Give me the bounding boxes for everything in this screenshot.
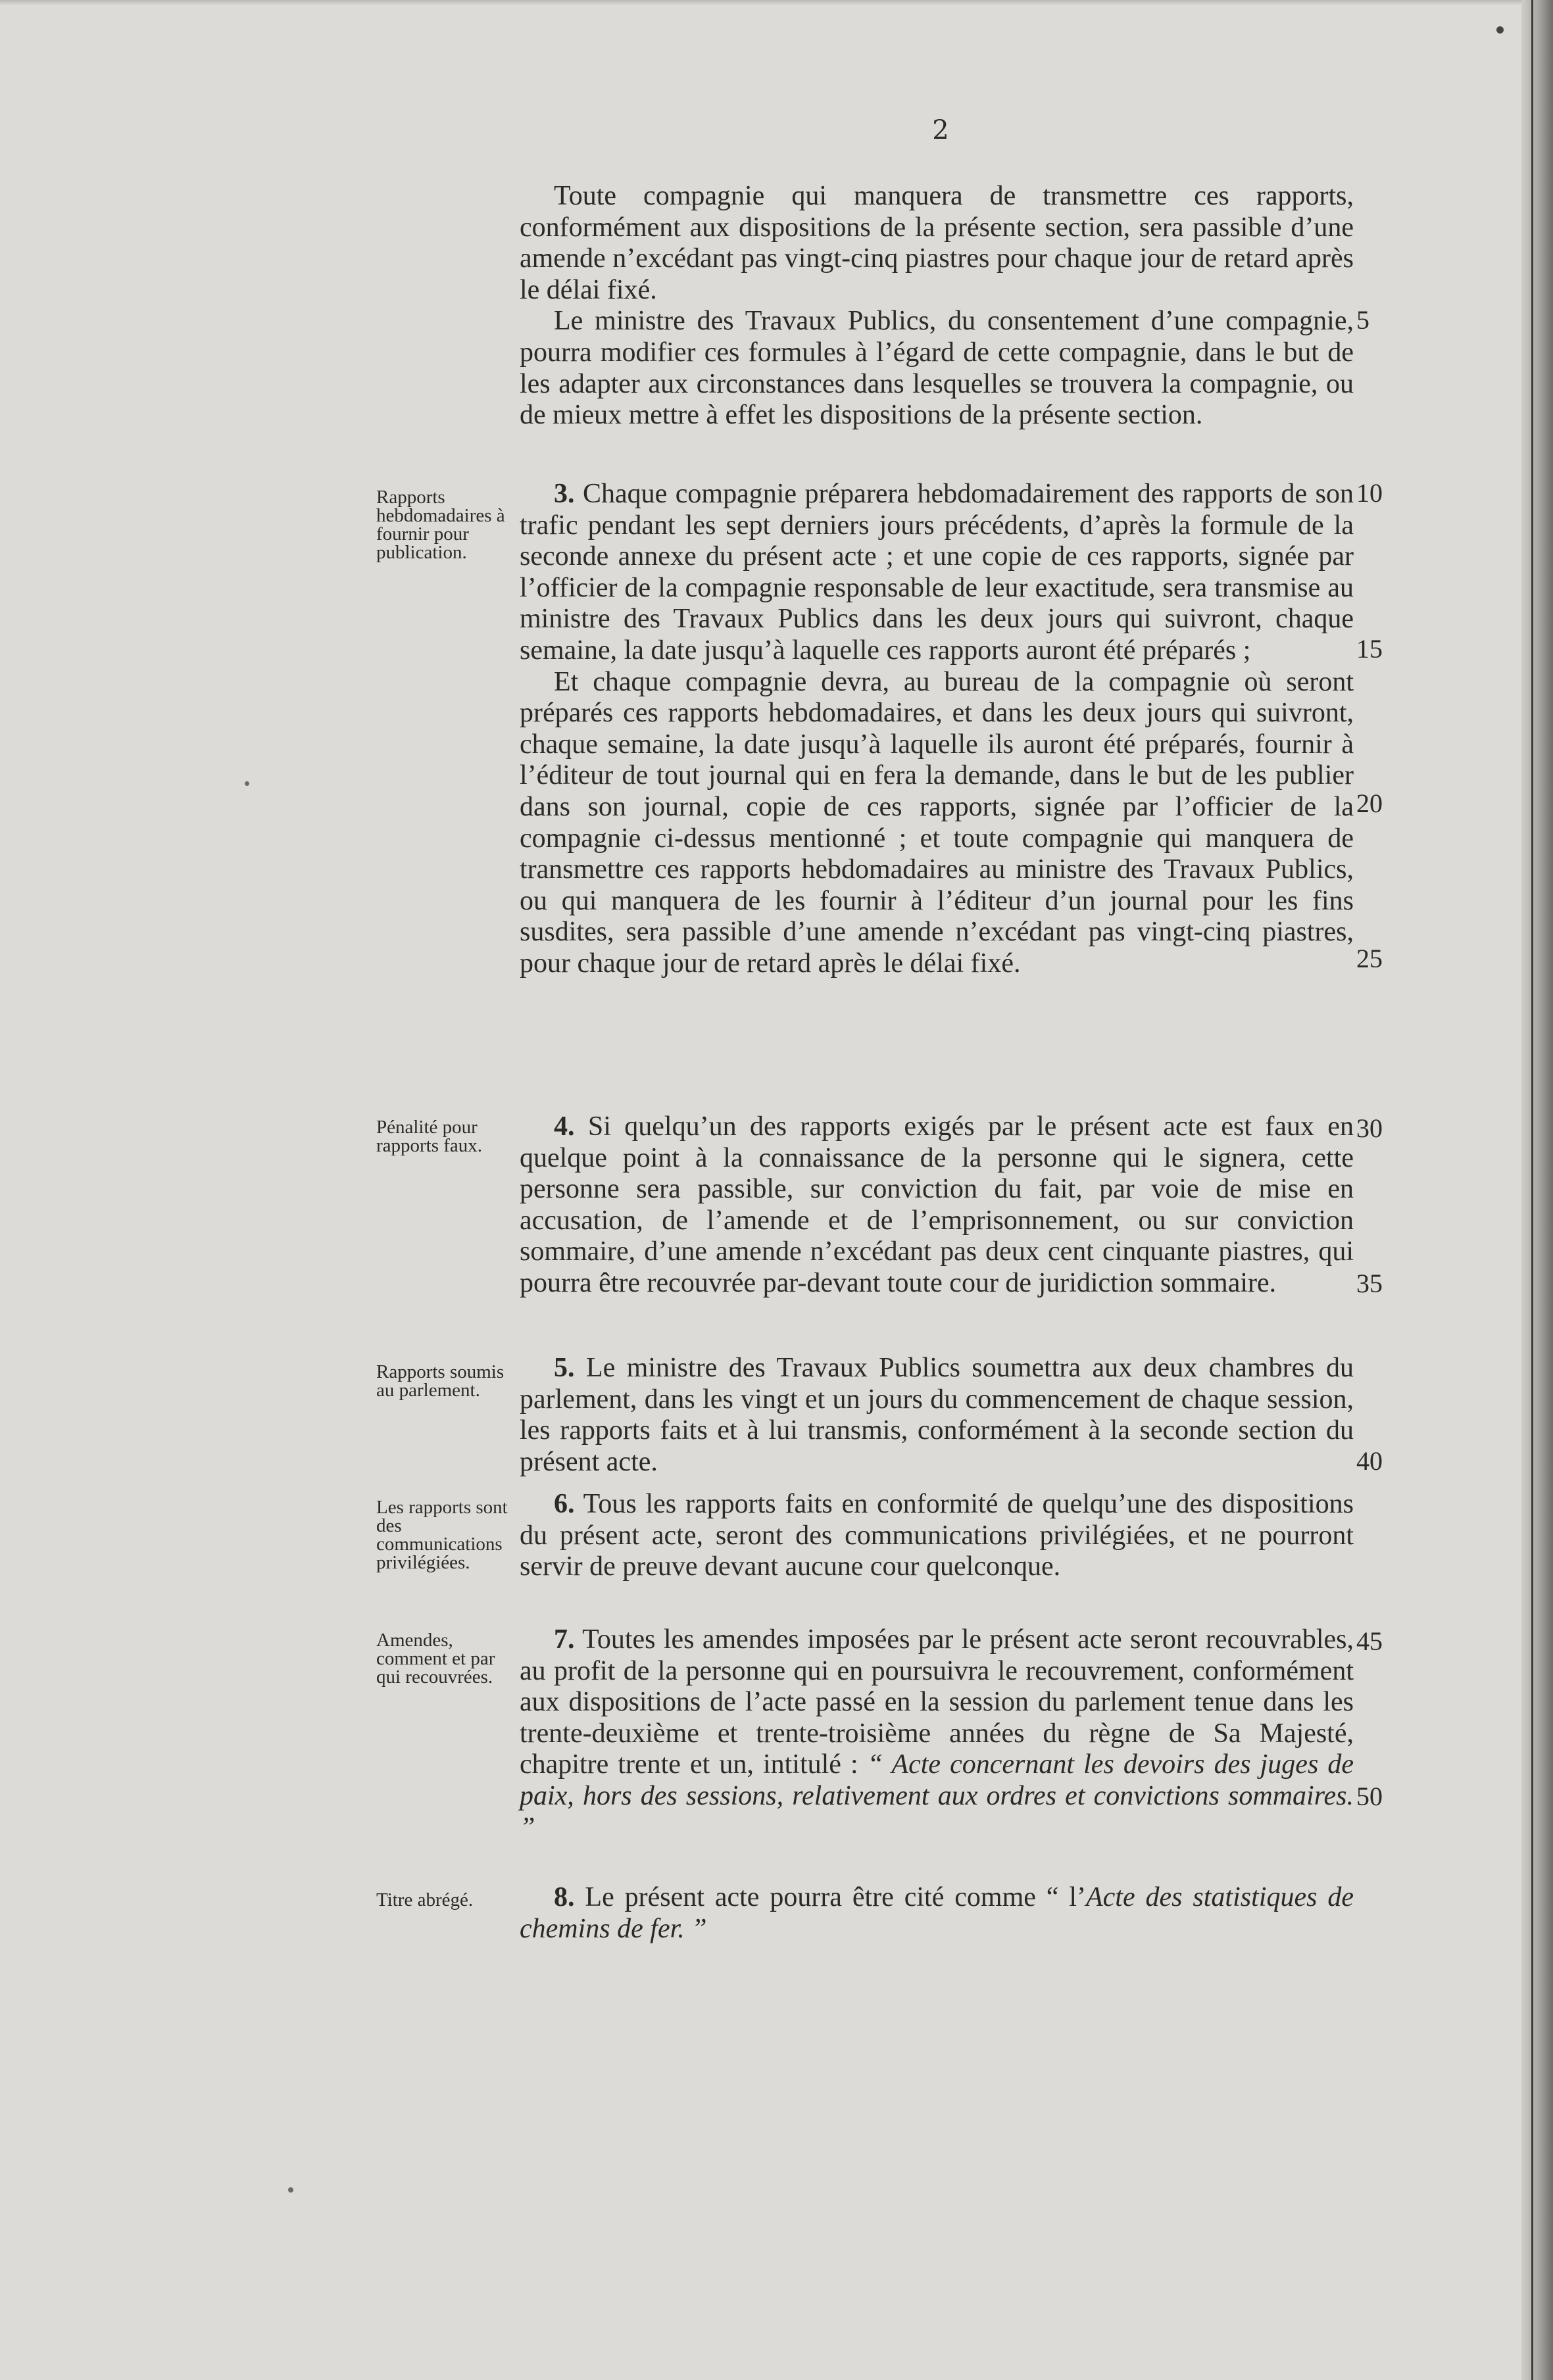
section-text: Le présent acte pourra être cité comme “ l’	[585, 1882, 1086, 1912]
section-number: 8.	[554, 1882, 575, 1912]
paragraph	[520, 1111, 1354, 1299]
margin-note-section-7: Amendes, comment et par qui recouvrées.	[376, 1630, 495, 1688]
line-number: 20	[1356, 789, 1383, 818]
section-number: 3.	[554, 479, 575, 509]
margin-note-section-5: Rapports soumis au parlement.	[376, 1361, 505, 1401]
paper-speck	[1496, 26, 1504, 34]
section-6	[520, 1489, 1354, 1583]
section-text: Tous les rapports faits en conformité de quelqu’une des dispositions du présent acte, seront des communications privilégiées, et ne pourront servir de preuve devant aucune cour quelconque.	[520, 1489, 1354, 1582]
section-8	[520, 1882, 1354, 1945]
paragraph	[520, 479, 1354, 667]
binding-line	[1531, 0, 1533, 2380]
paragraph: Le ministre des Travaux Publics, du consentement d’une compagnie, pourra modifier ces formules à l’égard de cette compagnie, dans le but de les adapter aux circonstances dans lesquelles se trouvera la compagnie, ou de mieux mettre à effet les dispositions de la présente section.	[520, 306, 1354, 431]
line-number: 15	[1356, 634, 1383, 664]
section-4	[520, 1111, 1354, 1299]
short-title-italic: Acte des statistiques de chemins de fer. ”	[520, 1882, 1354, 1944]
section-number: 5.	[554, 1353, 575, 1383]
section-number: 7.	[554, 1624, 575, 1655]
margin-note-section-4: Pénalité pour rapports faux.	[376, 1117, 483, 1156]
section-number: 6.	[554, 1489, 575, 1519]
paragraph	[520, 1624, 1354, 1843]
page-number: 2	[932, 115, 949, 145]
paper-speck	[288, 2187, 293, 2193]
section-text: Chaque compagnie préparera hebdomadairement des rapports de son trafic pendant les sept derniers jours précédents, d’après la formule de la seconde annexe du présent acte ; et une copie de ces rapports, signée par l’officier de la compagnie responsable de leur exactitude, sera transmise au ministre des Travaux Publics dans les deux jours qui suivront, chaque semaine, la date jusqu’à laquelle ces rapports auront été préparés ;	[520, 479, 1354, 666]
section-5	[520, 1353, 1354, 1478]
paragraph	[520, 1489, 1354, 1583]
margin-note-section-8: Titre abrégé.	[376, 1889, 474, 1910]
page-right-edge	[1521, 0, 1553, 2380]
section-3	[520, 479, 1354, 980]
line-number: 40	[1356, 1446, 1383, 1476]
paragraph: Toute compagnie qui manquera de transmettre ces rapports, conformément aux dispositions de la présente section, sera passible d’une amende n’excédant pas vingt-cinq piastres pour chaque jour de retard après le délai fixé.	[520, 181, 1354, 305]
line-number: 25	[1356, 944, 1383, 973]
paragraph: Et chaque compagnie devra, au bureau de la compagnie où seront préparés ces rapports hebdomadaires, et dans les deux jours qui suivront, chaque semaine, la date jusqu’à laquelle ils auront été préparés, fournir à l’éditeur de tout journal qui en fera la demande, dans le but de les publier dans son journal, copie de ces rapports, signée par l’officier de la compagnie ci-dessus mentionné ; et toute compagnie qui manquera de transmettre ces rapports hebdomadaires au ministre des Travaux Publics, ou qui manquera de les fournir à l’éditeur d’un journal pour les fins susdites, sera passible d’une amende n’excédant pas vingt-cinq piastres, pour chaque jour de retard après le délai fixé.	[520, 666, 1354, 979]
line-number: 50	[1356, 1782, 1383, 1811]
margin-note-section-3: Rapports hebdomadaires à fournir pour publication.	[376, 487, 505, 563]
section-number: 4.	[554, 1111, 575, 1142]
paragraph	[520, 1882, 1354, 1945]
paper-speck	[245, 781, 249, 786]
margin-note-section-6: Les rapports sont des communications privilégiées.	[376, 1497, 508, 1573]
act-title-italic: “ Acte concernant les devoirs des juges de paix, hors des sessions, relativement aux ordres et convictions sommaires. ”	[520, 1749, 1354, 1843]
section-text: Si quelqu’un des rapports exigés par le présent acte est faux en quelque point à la connaissance de la personne qui le signera, cette personne sera passible, sur conviction du fait, par voie de mise en accusation, de l’amende et de l’emprisonnement, ou sur conviction sommaire, d’une amende n’excédant pas deux cent cinquante piastres, qui pourra être recouvrée par-devant toute cour de juridiction sommaire.	[520, 1111, 1354, 1298]
section-text: Le ministre des Travaux Publics soumettra aux deux chambres du parlement, dans les vingt et un jours du commencement de chaque session, les rapports faits et à lui transmis, conformément à la seconde section du présent acte.	[520, 1353, 1354, 1477]
line-number: 30	[1356, 1113, 1383, 1143]
line-number: 5	[1356, 305, 1369, 335]
line-number: 45	[1356, 1626, 1383, 1656]
page-top-edge	[0, 0, 1553, 5]
section-text: Toutes les amendes imposées par le présent acte seront recouvrables, au profit de la personne qui en poursuivra le recouvrement, conformément aux dispositions de l’acte passé en la session du parlement tenue dans les trente-deuxième et trente-troisième années du règne de Sa Majesté, chapitre trente et un, intitulé :	[520, 1624, 1354, 1780]
section-7	[520, 1624, 1354, 1843]
paragraph	[520, 1353, 1354, 1478]
line-number: 35	[1356, 1269, 1383, 1298]
opening-text	[520, 181, 1354, 431]
line-number: 10	[1356, 478, 1383, 508]
